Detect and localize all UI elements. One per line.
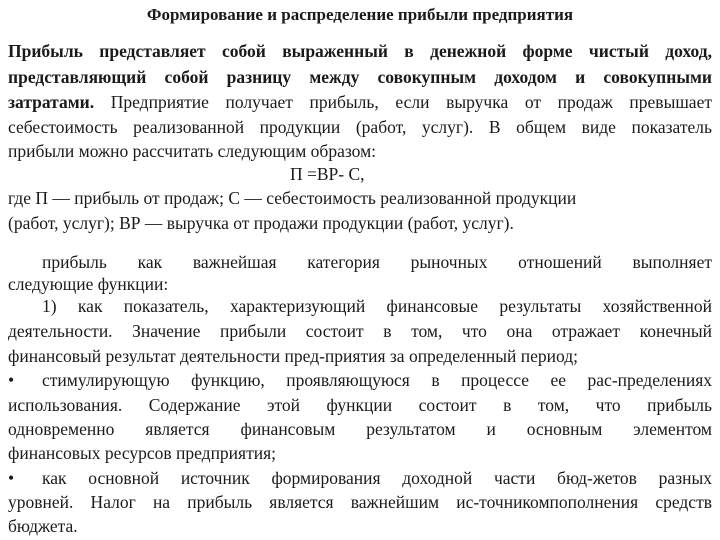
definition-line-5: прибыли можно рассчитать следующим образом: xyxy=(8,141,377,161)
functions-line-7: использования. Содержание этой функции состоит в том, что прибыль xyxy=(8,395,712,415)
definition-line-2: представляющий собой разницу между совокупным доходом и совокупными xyxy=(8,67,712,87)
functions-line-10: как основной источник формирования доходной части бюд-жетов разных xyxy=(42,468,712,488)
definition-line-4: себестоимость реализованной продукции (работ, услуг). В общем виде показатель xyxy=(8,117,712,137)
profit-formula: П =ВР- С, xyxy=(290,164,365,184)
functions-line-1: прибыль как важнейшая категория рыночных отношений выполняет xyxy=(42,252,712,272)
definition-line-1: Прибыль представляет собой выраженный в денежной форме чистый доход, xyxy=(8,41,712,61)
functions-line-9: финансовых ресурсов предприятия; xyxy=(8,443,277,463)
page-title: Формирование и распределение прибыли предприятия xyxy=(146,5,574,24)
functions-line-3: 1) как показатель, характеризующий финансовые результаты хозяйственной xyxy=(42,296,712,316)
bullet-1: • xyxy=(8,370,15,390)
functions-line-8: одновременно является финансовым результатом и основным элементом xyxy=(8,419,712,439)
functions-line-5: финансовый результат деятельности пред-приятия за определенный период; xyxy=(8,346,579,366)
functions-line-6: стимулирующую функцию, проявляющуюся в процессе ее рас-пределениях xyxy=(42,370,712,390)
functions-line-2: следующие функции: xyxy=(8,274,169,294)
definition-line-3 xyxy=(8,91,712,113)
definition-line-6: где П — прибыль от продаж; С — себестоимость реализованной продукции xyxy=(8,188,577,208)
definition-bold-end: затратами. xyxy=(8,92,95,112)
bullet-2: • xyxy=(8,468,15,488)
functions-line-4: деятельности. Значение прибыли состоит в том, что она отражает конечный xyxy=(8,321,712,341)
definition-line-3-text: Предприятие получает прибыль, если выручка от продаж превышает xyxy=(94,92,712,112)
definition-line-7: (работ, услуг); ВР — выручка от продажи продукции (работ, услуг). xyxy=(8,213,514,233)
functions-line-12: бюджета. xyxy=(8,516,78,536)
functions-line-11: уровней. Налог на прибыль является важнейшим ис-точникомпополнения средств xyxy=(8,492,712,512)
